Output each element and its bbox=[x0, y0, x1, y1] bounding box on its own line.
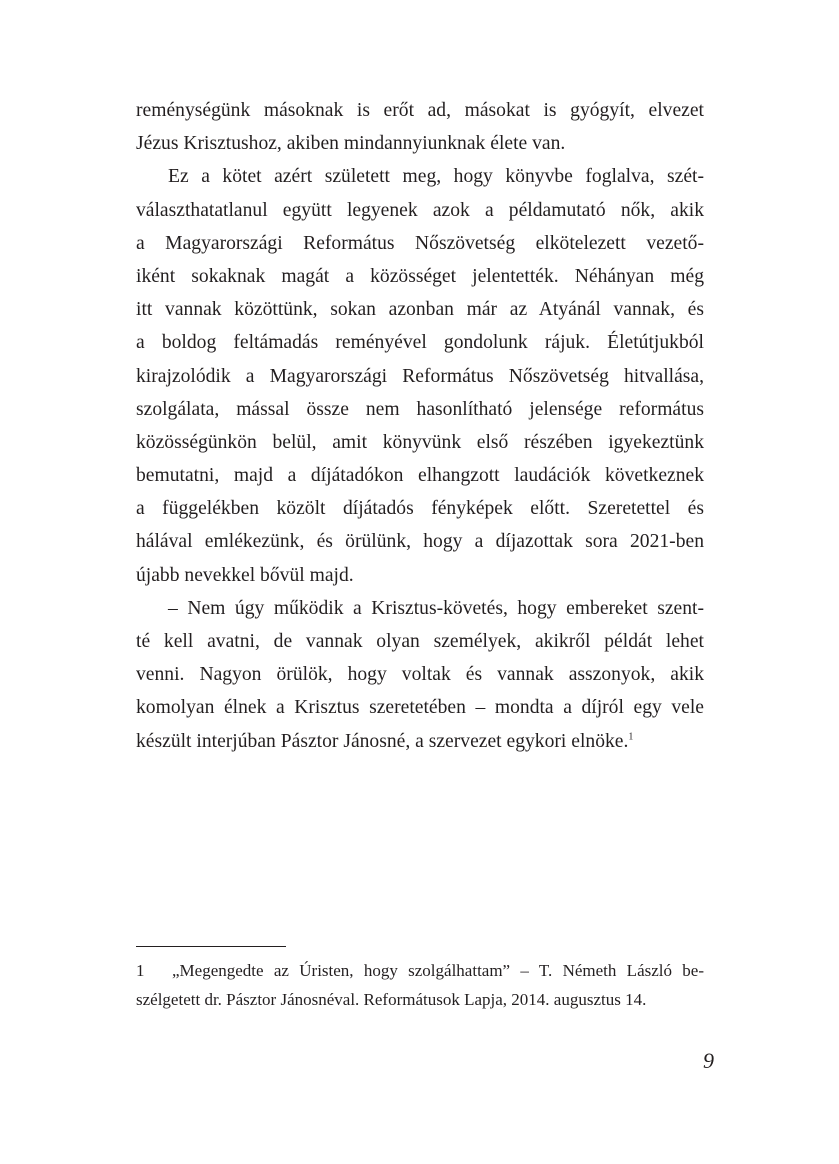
body-line-with-footnote bbox=[136, 725, 704, 758]
body-line: kirajzolódik a Magyarországi Református Nőszövetség hitvallása, bbox=[136, 365, 704, 387]
footnote-line bbox=[136, 956, 704, 985]
body-line: venni. Nagyon örülök, hogy voltak és vannak asszonyok, akik bbox=[136, 664, 704, 686]
body-line: té kell avatni, de vannak olyan személyek, akikről példát lehet bbox=[136, 631, 704, 652]
body-line: reménységünk másoknak is erőt ad, másokat is gyógyít, elvezet bbox=[136, 100, 704, 121]
body-line: a Magyarországi Református Nőszövetség elkötelezett vezető- bbox=[136, 232, 704, 254]
body-line: közösségünkön belül, amit könyvünk első részében igyekeztünk bbox=[136, 431, 704, 453]
body-text bbox=[136, 94, 704, 758]
body-line: komolyan élnek a Krisztus szeretetében – mondta a díjról egy vele bbox=[136, 697, 704, 719]
footnote-line: szélgetett dr. Pásztor Jánosnéval. Reformátusok Lapja, 2014. augusztus 14. bbox=[136, 990, 647, 1009]
footnote-divider bbox=[136, 946, 286, 947]
footnote-reference: 1 bbox=[628, 731, 634, 743]
body-line: – Nem úgy működik a Krisztus-követés, hogy embereket szent- bbox=[168, 597, 704, 619]
body-line: bemutatni, majd a díjátadókon elhangzott laudációk következnek bbox=[136, 465, 704, 487]
body-line: választhatatlanul együtt legyenek azok a példamutató nők, akik bbox=[136, 199, 704, 221]
body-line: a boldog feltámadás reményével gondolunk rájuk. Életútjukból bbox=[136, 332, 704, 354]
body-line: hálával emlékezünk, és örülünk, hogy a díjazottak sora 2021-ben bbox=[136, 531, 704, 553]
body-line: Ez a kötet azért született meg, hogy könyvbe foglalva, szét- bbox=[168, 166, 704, 188]
body-line: iként sokaknak magát a közösséget jelentették. Néhányan még bbox=[136, 265, 704, 287]
footnote-text: „Megengedte az Úristen, hogy szolgálhattam” – T. Németh László be- bbox=[172, 961, 704, 980]
body-line: szolgálata, mással össze nem hasonlítható jelensége református bbox=[136, 398, 704, 420]
footnote-block bbox=[136, 956, 704, 1014]
body-line-text: készült interjúban Pásztor Jánosné, a szervezet egykori elnöke. bbox=[136, 730, 629, 752]
body-line: újabb nevekkel bővül majd. bbox=[136, 564, 354, 586]
page-number: 9 bbox=[703, 1048, 714, 1073]
body-line: Jézus Krisztushoz, akiben mindannyiunknak élete van. bbox=[136, 133, 566, 155]
body-line: itt vannak közöttünk, sokan azonban már az Atyánál vannak, és bbox=[136, 299, 704, 321]
body-line: a függelékben közölt díjátadós fényképek előtt. Szeretettel és bbox=[136, 498, 704, 520]
footnote-number: 1 bbox=[136, 961, 145, 980]
